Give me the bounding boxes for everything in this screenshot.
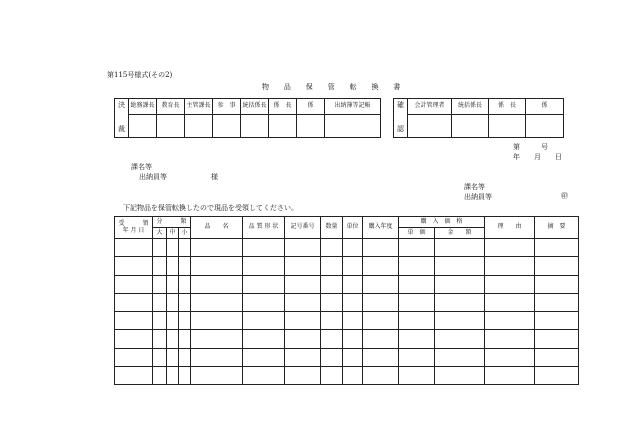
table-row (115, 312, 579, 330)
table-cell[interactable] (485, 312, 535, 330)
approval-header: 教育長 (157, 99, 185, 115)
approval-box (114, 98, 381, 138)
table-cell[interactable] (115, 257, 153, 275)
table-cell[interactable] (285, 257, 321, 275)
table-cell[interactable] (343, 275, 363, 293)
table-cell[interactable] (321, 239, 343, 257)
table-cell[interactable] (321, 367, 343, 385)
table-cell[interactable] (363, 367, 399, 385)
table-row (115, 275, 579, 293)
table-cell[interactable] (115, 330, 153, 348)
item-name-header: 品 名 (191, 217, 243, 239)
approval-seal-cell[interactable] (269, 115, 297, 138)
table-cell[interactable] (343, 330, 363, 348)
table-cell[interactable] (435, 275, 485, 293)
quality-header: 品 質 形 状 (243, 217, 285, 239)
table-cell[interactable] (485, 275, 535, 293)
table-cell[interactable] (399, 293, 435, 311)
quantity-header: 数量 (321, 217, 343, 239)
table-cell[interactable] (153, 293, 167, 311)
table-cell[interactable] (153, 239, 167, 257)
table-cell[interactable] (343, 257, 363, 275)
table-cell[interactable] (243, 312, 285, 330)
confirmation-seal-cell[interactable] (489, 115, 526, 138)
table-cell[interactable] (179, 348, 191, 366)
classification-header: 分 類 (153, 217, 191, 228)
table-cell[interactable] (153, 367, 167, 385)
table-cell[interactable] (179, 312, 191, 330)
approval-seal-cell[interactable] (129, 115, 157, 138)
table-cell[interactable] (435, 257, 485, 275)
table-cell[interactable] (535, 275, 579, 293)
receipt-header-top: 受 領 (118, 219, 149, 227)
table-cell[interactable] (363, 239, 399, 257)
table-cell[interactable] (153, 257, 167, 275)
table-cell[interactable] (485, 293, 535, 311)
approval-header: 参 事 (213, 99, 241, 115)
table-cell[interactable] (399, 348, 435, 366)
table-cell[interactable] (191, 312, 243, 330)
table-cell[interactable] (115, 367, 153, 385)
record-no-header: 記号番号 (285, 217, 321, 239)
table-cell[interactable] (243, 239, 285, 257)
table-cell[interactable] (167, 312, 179, 330)
table-cell[interactable] (167, 367, 179, 385)
sender-seal: ㊞ (561, 192, 568, 200)
table-row (115, 367, 579, 385)
confirmation-side-top: 確 (397, 101, 404, 109)
table-cell[interactable] (179, 239, 191, 257)
table-cell[interactable] (167, 348, 179, 366)
approval-side-top: 決 (118, 101, 125, 109)
table-cell[interactable] (285, 293, 321, 311)
approval-header: 係 (297, 99, 325, 115)
table-cell[interactable] (191, 348, 243, 366)
remarks-header: 摘 要 (535, 217, 579, 239)
table-cell[interactable] (485, 257, 535, 275)
table-cell[interactable] (535, 330, 579, 348)
class-small-header: 小 (179, 228, 191, 239)
approval-side-bottom: 裁 (118, 124, 125, 133)
receipt-header-bottom: 年 月 日 (122, 226, 145, 234)
table-cell[interactable] (363, 348, 399, 366)
approval-header: 出納簿等記帳 (325, 99, 381, 115)
table-cell[interactable] (435, 312, 485, 330)
table-cell[interactable] (115, 275, 153, 293)
confirmation-header: 係 (526, 99, 564, 115)
table-cell[interactable] (179, 275, 191, 293)
table-cell[interactable] (485, 330, 535, 348)
table-cell[interactable] (321, 257, 343, 275)
table-cell[interactable] (535, 239, 579, 257)
table-cell[interactable] (243, 293, 285, 311)
item-rows (115, 239, 579, 385)
table-row (115, 257, 579, 275)
table-cell[interactable] (285, 330, 321, 348)
table-cell[interactable] (399, 367, 435, 385)
table-cell[interactable] (153, 312, 167, 330)
table-cell[interactable] (321, 275, 343, 293)
approval-side-label (115, 99, 129, 138)
table-cell[interactable] (191, 275, 243, 293)
table-cell[interactable] (243, 275, 285, 293)
table-cell[interactable] (399, 312, 435, 330)
table-row (115, 293, 579, 311)
table-cell[interactable] (115, 312, 153, 330)
table-cell[interactable] (363, 330, 399, 348)
table-cell[interactable] (167, 293, 179, 311)
approval-seal-cell[interactable] (157, 115, 185, 138)
recipient-honorific: 様 (211, 173, 218, 181)
table-cell[interactable] (343, 293, 363, 311)
table-cell[interactable] (167, 330, 179, 348)
table-cell[interactable] (435, 239, 485, 257)
table-cell[interactable] (363, 293, 399, 311)
table-cell[interactable] (285, 367, 321, 385)
table-cell[interactable] (535, 312, 579, 330)
table-cell[interactable] (153, 330, 167, 348)
table-cell[interactable] (285, 275, 321, 293)
table-cell[interactable] (191, 367, 243, 385)
table-cell[interactable] (191, 330, 243, 348)
table-cell[interactable] (535, 293, 579, 311)
table-cell[interactable] (363, 257, 399, 275)
table-cell[interactable] (435, 348, 485, 366)
confirmation-seal-cell[interactable] (452, 115, 489, 138)
table-cell[interactable] (285, 312, 321, 330)
table-cell[interactable] (343, 239, 363, 257)
table-cell[interactable] (153, 275, 167, 293)
table-cell[interactable] (167, 239, 179, 257)
table-cell[interactable] (115, 293, 153, 311)
table-cell[interactable] (363, 275, 399, 293)
confirmation-header: 会計管理者 (408, 99, 452, 115)
class-medium-header: 中 (167, 228, 179, 239)
approval-seal-cell[interactable] (241, 115, 269, 138)
table-row (115, 330, 579, 348)
unit-price-header: 単 価 (399, 228, 435, 239)
approval-header: 係 長 (269, 99, 297, 115)
table-cell[interactable] (191, 239, 243, 257)
items-table (114, 216, 579, 385)
amount-header: 金 額 (435, 228, 485, 239)
approval-header: 主管課長 (185, 99, 213, 115)
table-cell[interactable] (343, 312, 363, 330)
approval-header: 統括係長 (241, 99, 269, 115)
approval-seal-cell[interactable] (297, 115, 325, 138)
table-cell[interactable] (191, 257, 243, 275)
table-cell[interactable] (435, 330, 485, 348)
confirmation-side-bottom: 認 (397, 124, 404, 133)
form-number: 第115号様式(その2) (107, 71, 173, 79)
table-cell[interactable] (285, 348, 321, 366)
approval-seal-cell[interactable] (325, 115, 381, 138)
table-cell[interactable] (399, 239, 435, 257)
table-cell[interactable] (485, 367, 535, 385)
table-cell[interactable] (399, 275, 435, 293)
approval-seal-cell[interactable] (213, 115, 241, 138)
table-cell[interactable] (179, 293, 191, 311)
table-cell[interactable] (179, 367, 191, 385)
table-cell[interactable] (115, 348, 153, 366)
confirmation-side-label (394, 99, 408, 138)
table-cell[interactable] (535, 367, 579, 385)
table-row (115, 348, 579, 366)
table-cell[interactable] (485, 239, 535, 257)
document-title: 物 品 保 管 転 換 書 (262, 83, 401, 91)
table-cell[interactable] (363, 312, 399, 330)
table-cell[interactable] (399, 330, 435, 348)
approval-header: 総務課長 (129, 99, 157, 115)
table-cell[interactable] (179, 257, 191, 275)
table-cell[interactable] (179, 330, 191, 348)
intro-text: 下記物品を保管転換したので現品を受領してください。 (123, 204, 298, 212)
recipient-dept: 課名等 (131, 163, 152, 171)
document-number: 第 号 (513, 143, 548, 151)
table-cell[interactable] (153, 348, 167, 366)
table-cell[interactable] (243, 330, 285, 348)
class-large-header: 大 (153, 228, 167, 239)
approval-seal-cell[interactable] (185, 115, 213, 138)
confirmation-seal-cell[interactable] (408, 115, 452, 138)
confirmation-header: 統括係長 (452, 99, 489, 115)
table-cell[interactable] (343, 348, 363, 366)
table-cell[interactable] (535, 257, 579, 275)
table-cell[interactable] (167, 257, 179, 275)
table-cell[interactable] (321, 312, 343, 330)
purchase-year-header: 購入年度 (363, 217, 399, 239)
table-cell[interactable] (535, 348, 579, 366)
table-cell[interactable] (321, 293, 343, 311)
confirmation-box (393, 98, 564, 138)
table-cell[interactable] (243, 348, 285, 366)
purchase-price-header: 購 入 価 格 (399, 217, 485, 228)
table-cell[interactable] (485, 348, 535, 366)
table-cell[interactable] (167, 275, 179, 293)
table-cell[interactable] (285, 239, 321, 257)
confirmation-header: 係 長 (489, 99, 526, 115)
table-cell[interactable] (243, 367, 285, 385)
document-date: 年 月 日 (513, 153, 562, 161)
table-cell[interactable] (435, 367, 485, 385)
sender-dept: 課名等 (464, 183, 485, 191)
sender-clerk: 出納員等 (464, 193, 492, 201)
table-cell[interactable] (191, 293, 243, 311)
table-cell[interactable] (321, 348, 343, 366)
table-cell[interactable] (343, 367, 363, 385)
receipt-date-header (115, 217, 153, 239)
confirmation-seal-cell[interactable] (526, 115, 564, 138)
table-cell[interactable] (243, 257, 285, 275)
table-cell[interactable] (115, 239, 153, 257)
table-row (115, 239, 579, 257)
unit-header: 単位 (343, 217, 363, 239)
table-cell[interactable] (321, 330, 343, 348)
recipient-clerk: 出納員等 (139, 173, 167, 181)
table-cell[interactable] (435, 293, 485, 311)
table-cell[interactable] (399, 257, 435, 275)
reason-header: 理 由 (485, 217, 535, 239)
